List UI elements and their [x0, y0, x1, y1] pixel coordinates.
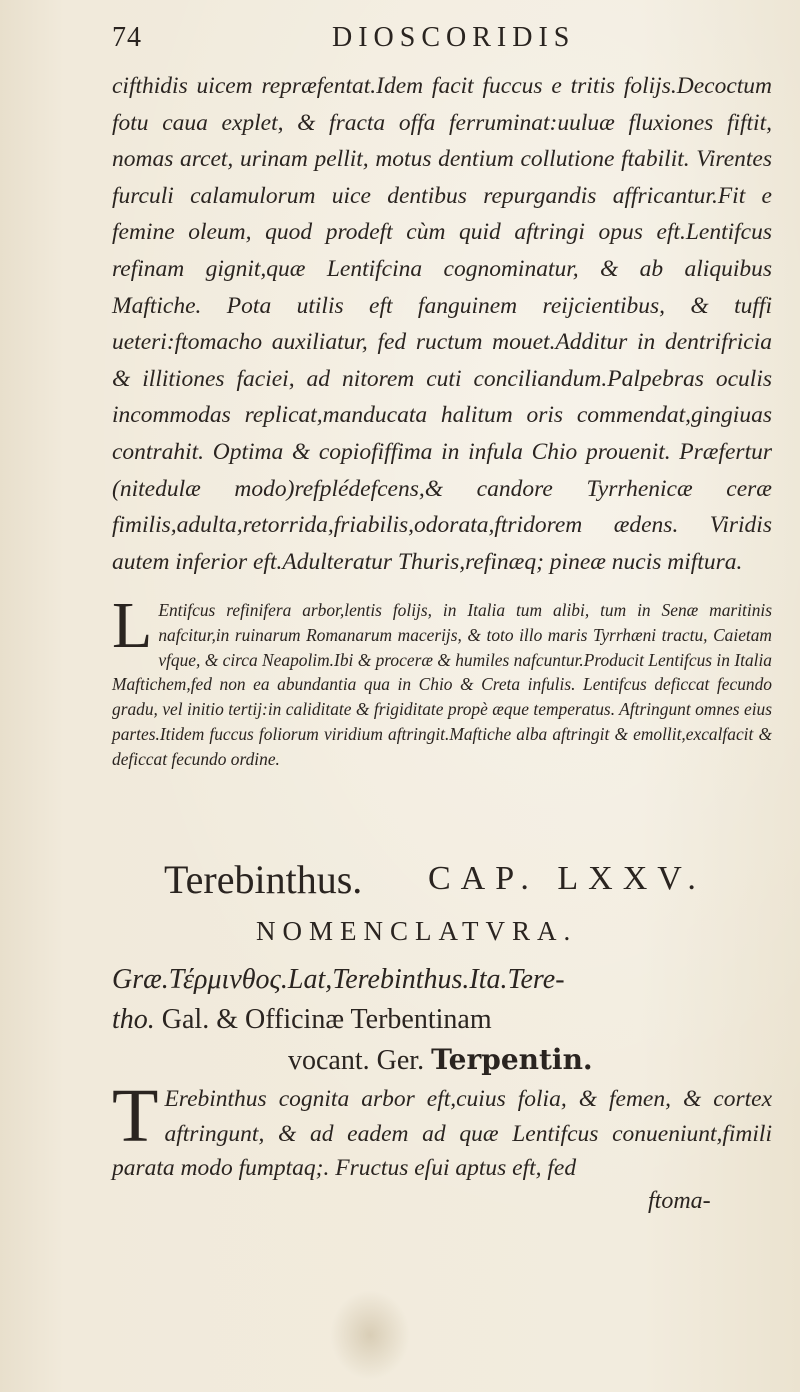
nomenclatura-lines	[112, 960, 762, 1081]
nomenclatura-line-1: Græ.Τέρμινθος.Lat,Terebinthus.Ita.Tere-	[112, 964, 565, 995]
nomenclatura-line-3-text: vocant. Ger.	[288, 1045, 425, 1076]
body-paragraph: cifthidis uicem repræfentat.Idem facit fuccus e tritis folijs.Decoctum fotu caua explet, & fracta offa ferruminat:uuluæ fluxiones fiftit, nomas arcet, urinam pellit, motus dentium collutione ftabilit. Virentes furculi calamulorum uice dentibus repurgandis affricantur.Fit e femine oleum, quod prodeft cùm quid aftringi opus eft.Lentifcus refinam gignit,quæ Lentifcina cognominatur, & ab aliquibus Maftiche. Pota utilis eft fanguinem reijcientibus, & tuffi ueteri:ftomacho auxiliatur, fed ructum mouet.Additur in dentrifricia & illitiones faciei, ad nitorem cuti conciliandum.Palpebras oculis incommodas replicat,manducata halitum oris commendat,gingiuas contrahit. Optima & copiofiffima in infula Chio prouenit. Præfertur (nitedulæ modo)refplédefcens,& candore Tyrrhenicæ ceræ fimilis,adulta,retorrida,friabilis,odorata,ftridorem ædens. Viridis autem inferior eft.Adulteratur Thuris,refinæq; pineæ nucis miftura.	[112, 73, 772, 575]
running-head	[112, 22, 672, 62]
nomenclatura-line-2	[112, 1000, 762, 1040]
nomenclatura-title: NOMENCLATVRA.	[256, 916, 578, 946]
chapter-name: Terebinthus.	[164, 857, 363, 902]
annotation-paragraph	[112, 589, 772, 772]
dropcap-t: T	[112, 1074, 159, 1158]
final-paragraph-text: Erebinthus cognita arbor eft,cuius folia, & femen, & cortex aftringunt, & ad eadem ad quæ Lentifcus conueniunt,fimili parata modo fumptaq;. Fructus eſui aptus eft, fed	[112, 1086, 772, 1182]
nomenclatura-line-3-german: Terpentin.	[431, 1043, 593, 1076]
chapter-heading	[120, 856, 760, 906]
catchword: ftoma-	[648, 1188, 711, 1214]
nomenclatura-line-3	[112, 1040, 762, 1081]
final-paragraph	[112, 1074, 772, 1186]
chapter-number: CAP. LXXV.	[428, 860, 706, 897]
paper-stain	[330, 1290, 410, 1380]
running-title: DIOSCORIDIS	[332, 22, 576, 53]
nomenclatura-line-2-italic: tho.	[112, 1004, 155, 1035]
page-number: 74	[112, 22, 142, 53]
nomenclatura-line-2-rest: Gal. & Officinæ Terbentinam	[154, 1004, 492, 1035]
annotation-text: Entifcus refinifera arbor,lentis folijs, in Italia tum alibi, tum in Senæ maritinis nafcitur,in ruinarum Romanarum macerijs, & toto illo maris Tyrrhæni tractu, Caietam vfque, & circa Neapolim.Ibi & proceræ & humiles nafcuntur.Producit Lentifcus in Italia Maftichem,fed non ea abundantia qua in Chio & Creta infulis. Lentifcus deficcat fecundo gradu, vel initio tertij:in caliditate & frigiditate propè æque temperatus. Aftringunt omnes eius partes.Itidem fuccus foliorum viridium aftringit.Maftiche alba aftringit & emollit,excalfacit & deficcat fecundo ordine.	[112, 600, 772, 769]
dropcap-l: L	[112, 589, 153, 662]
